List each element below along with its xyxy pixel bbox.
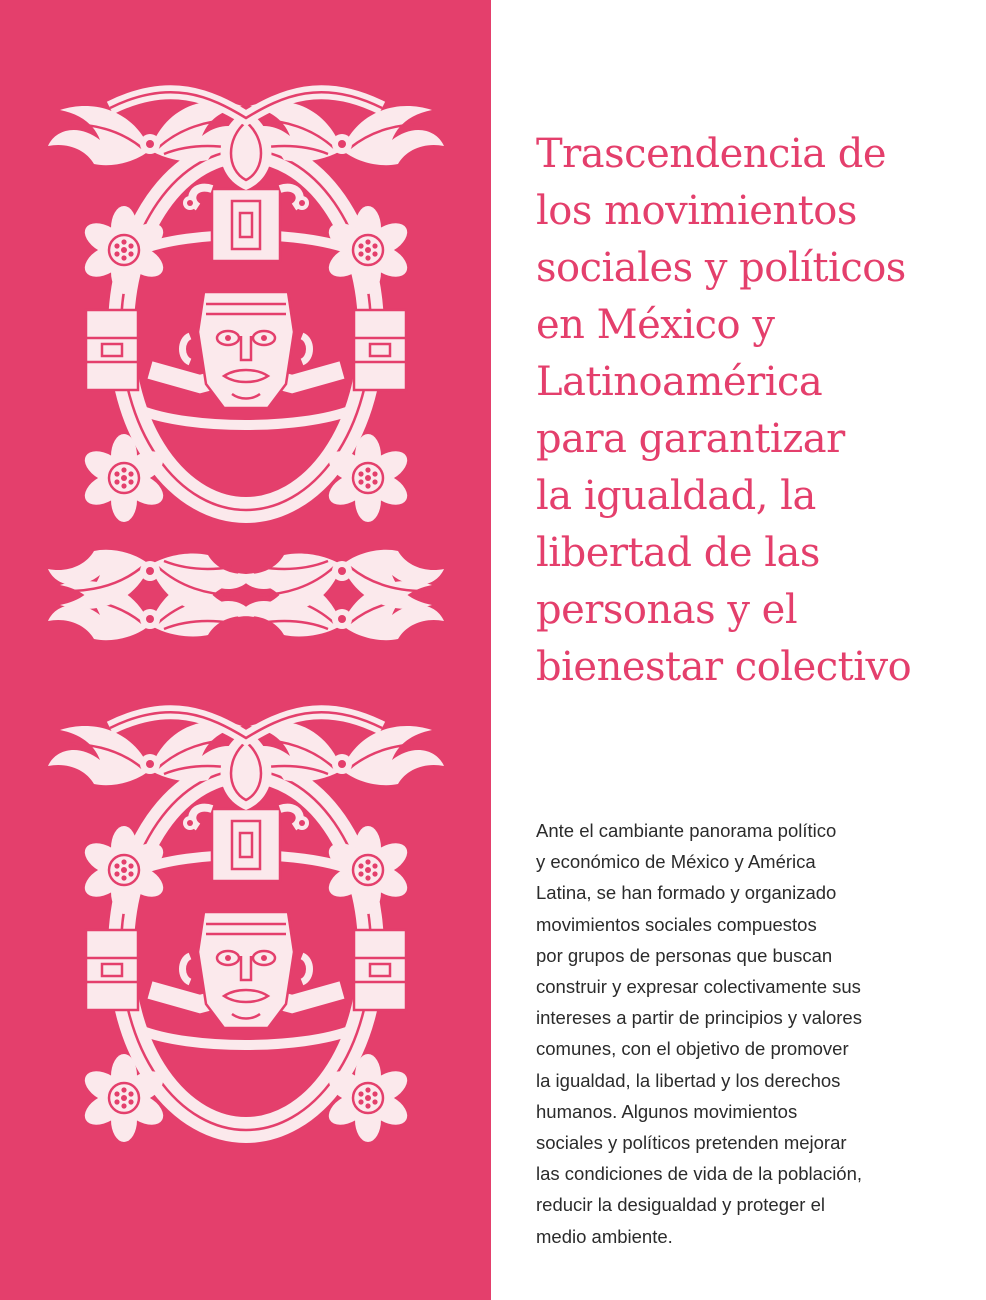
body-line: Ante el cambiante panorama político — [536, 820, 837, 841]
body-line: comunes, con el objetivo de promover — [536, 1038, 849, 1060]
body-line: reducir la desigualdad y proteger el — [536, 1194, 825, 1216]
title-line: sociales y políticos — [536, 245, 906, 291]
body-line: la igualdad, la libertad y los derechos — [536, 1069, 841, 1091]
title-line: libertad de las — [536, 530, 820, 576]
title-line: Latinoamérica — [536, 359, 823, 405]
decorative-band — [0, 0, 491, 1300]
title-line: los movimientos — [536, 188, 857, 234]
title-line: la igualdad, la — [536, 473, 816, 519]
body-line: construir y expresar colectivamente sus — [536, 976, 861, 998]
body-line: humanos. Algunos movimientos — [536, 1100, 798, 1122]
body-line: movimientos sociales compuestos — [536, 913, 817, 935]
body-line: las condiciones de vida de la población, — [536, 1163, 863, 1185]
body-line: por grupos de personas que buscan — [536, 944, 833, 966]
body-line: Latina, se han formado y organizado — [536, 882, 837, 904]
page-title — [536, 126, 976, 696]
body-line: sociales y políticos pretenden mejorar — [536, 1132, 847, 1154]
title-line: Trascendencia de — [536, 131, 887, 177]
title-line: personas y el — [536, 587, 798, 633]
title-line: bienestar colectivo — [536, 644, 912, 690]
body-line: medio ambiente. — [536, 1225, 673, 1247]
title-line: en México y — [536, 302, 775, 348]
body-line: y económico de México y América — [536, 851, 816, 873]
title-line: para garantizar — [536, 416, 845, 462]
body-line: intereses a partir de principios y valores — [536, 1007, 862, 1029]
body-paragraph — [536, 815, 966, 1252]
aztec-ornament-icon — [0, 0, 491, 1300]
